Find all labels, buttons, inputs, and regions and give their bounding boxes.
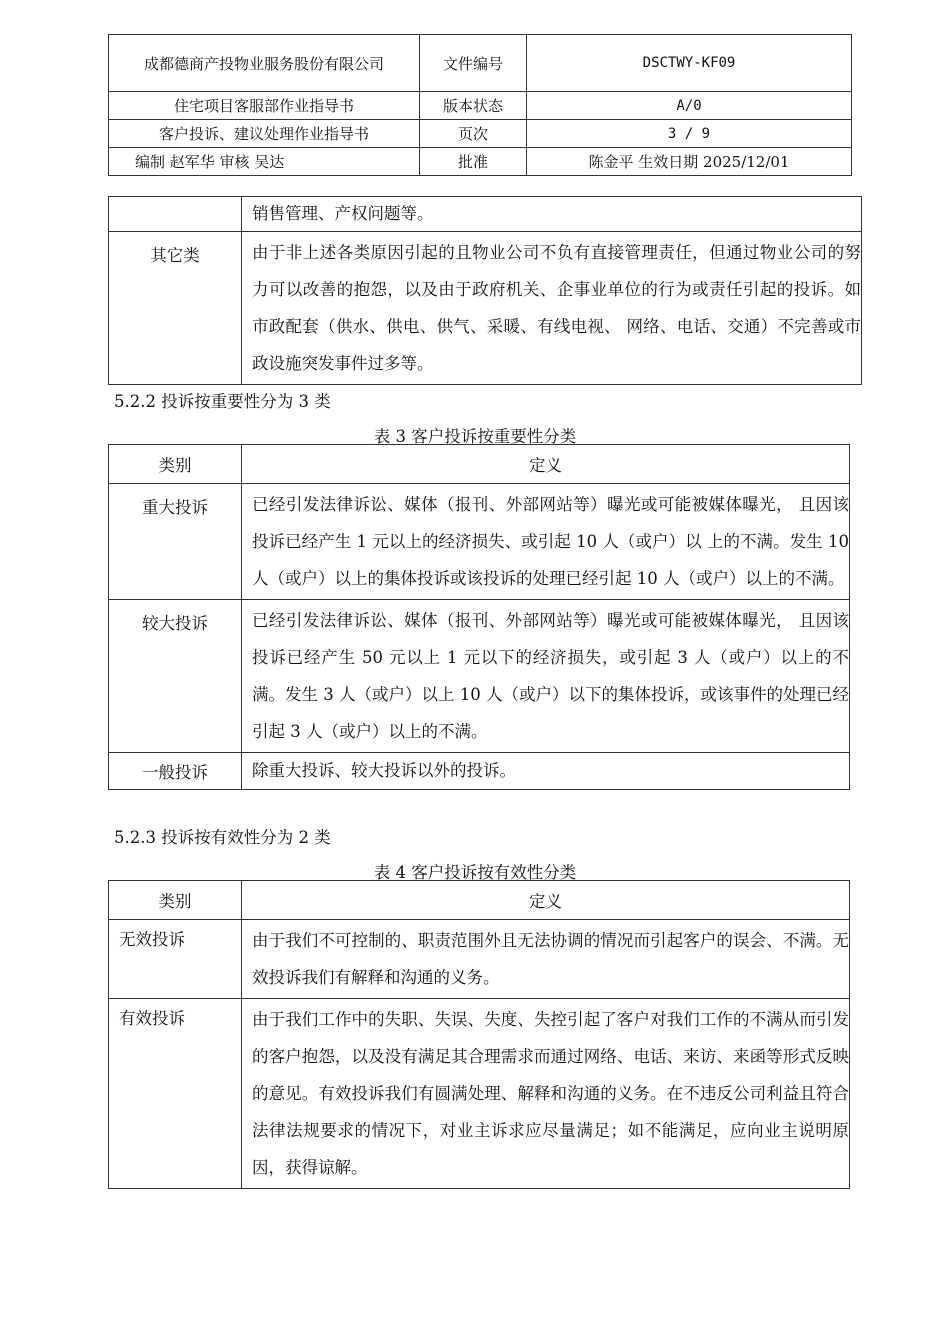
- doc-no-label: 文件编号: [420, 35, 527, 92]
- type-label: 重大投诉: [142, 498, 208, 517]
- col-type-header: 类别: [109, 445, 242, 484]
- definition-cell: 销售管理、产权问题等。: [242, 197, 862, 232]
- definition-cell: 由于我们工作中的失职、失误、失度、失控引起了客户对我们工作的不满从而引发的客户抱怨，以及没有满足其合理需求而通过网络、电话、来访、来函等形式反映的意见。有效投诉我们有圆满处理、解释和沟通的义务。在不违反公司利益且符合法律法规要求的情况下，对业主诉求应尽量满足；如不能满足，应向业主说明原因，获得谅解。: [242, 999, 850, 1189]
- table-header-row: [109, 445, 850, 484]
- type-label: 无效投诉: [119, 930, 185, 949]
- importance-classification-table: [108, 444, 850, 790]
- type-cell: 一般投诉: [109, 753, 242, 790]
- approver-effective-date: 陈金平 生效日期 2025/12/01: [527, 148, 852, 176]
- approve-label: 批准: [420, 148, 527, 176]
- editor-reviewer: 编制 赵军华 审核 吴达: [109, 148, 420, 176]
- validity-classification-table: [108, 880, 850, 1189]
- table-4-caption: 表 4 客户投诉按有效性分类: [373, 863, 577, 882]
- definition-cell: 由于非上述各类原因引起的且物业公司不负有直接管理责任，但通过物业公司的努力可以改善的抱怨，以及由于政府机关、企事业单位的行为或责任引起的投诉。如市政配套（供水、供电、供气、采暖、有线电视、 网络、电话、交通）不完善或市政设施突发事件过多等。: [242, 232, 862, 385]
- definition-cell: 已经引发法律诉讼、媒体（报刊、外部网站等）曝光或可能被媒体曝光， 且因该投诉已经产生 50 元以上 1 元以下的经济损失，或引起 3 人（或户）以上的不满。发生 3 人（或户）以上 10 人（或户）以下的集体投诉，或该事件的处理已经引起 3 人（或户）以上的不满。: [242, 600, 850, 753]
- table-row: [109, 484, 850, 600]
- table-header-row: [109, 881, 850, 920]
- section-heading-5-2-2: 5.2.2 投诉按重要性分为 3 类: [114, 392, 331, 411]
- type-cell: [109, 600, 242, 753]
- section-heading-5-2-3: 5.2.3 投诉按有效性分为 2 类: [114, 828, 331, 847]
- type-label: 有效投诉: [119, 1009, 185, 1028]
- table-row: [109, 920, 850, 999]
- doc-no: DSCTWY-KF09: [527, 35, 852, 92]
- definition-cell: 已经引发法律诉讼、媒体（报刊、外部网站等）曝光或可能被媒体曝光， 且因该投诉已经产生 1 元以上的经济损失、或引起 10 人（或户）以 上的不满。发生 10 人（或户）以上的集体投诉或该投诉的处理已经引起 10 人（或户）以上的不满。: [242, 484, 850, 600]
- page-label: 页次: [420, 120, 527, 148]
- document-header-table: [108, 34, 852, 176]
- table-row: [109, 753, 850, 790]
- table-row: [109, 999, 850, 1189]
- type-cell: [109, 999, 242, 1189]
- type-cell: [109, 197, 242, 232]
- definition-cell: 除重大投诉、较大投诉以外的投诉。: [242, 753, 850, 790]
- table-3-caption: 表 3 客户投诉按重要性分类: [373, 427, 577, 446]
- version: A/0: [527, 92, 852, 120]
- type-cell: [109, 232, 242, 385]
- type-cell: [109, 484, 242, 600]
- doc-title: 客户投诉、建议处理作业指导书: [109, 120, 420, 148]
- table-row: [109, 232, 862, 385]
- type-label: 其它类: [150, 246, 200, 265]
- page-number: 3 / 9: [527, 120, 852, 148]
- version-label: 版本状态: [420, 92, 527, 120]
- definition-cell: 由于我们不可控制的、职责范围外且无法协调的情况而引起客户的误会、不满。无效投诉我们有解释和沟通的义务。: [242, 920, 850, 999]
- table-row: [109, 600, 850, 753]
- manual-name: 住宅项目客服部作业指导书: [109, 92, 420, 120]
- col-type-header: 类别: [109, 881, 242, 920]
- company-name: 成都德商产投物业服务股份有限公司: [109, 35, 420, 92]
- col-definition-header: 定义: [242, 445, 850, 484]
- col-definition-header: 定义: [242, 881, 850, 920]
- type-label: 较大投诉: [142, 614, 208, 633]
- type-cell: [109, 920, 242, 999]
- complaint-type-table-continued: [108, 196, 862, 385]
- table-row: [109, 197, 862, 232]
